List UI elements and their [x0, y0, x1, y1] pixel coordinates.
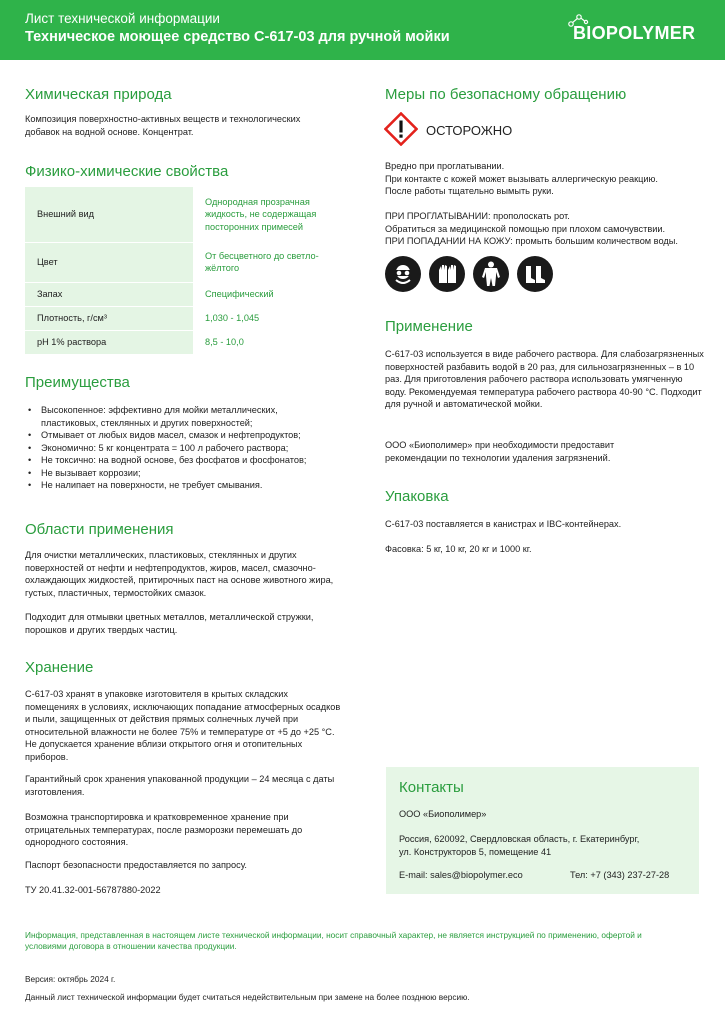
- properties-table: [25, 187, 335, 355]
- storage-text-2: Гарантийный срок хранения упакованной продукции – 24 месяца с даты изготовления.: [25, 774, 335, 797]
- precaution-statements: [385, 210, 710, 248]
- email-link[interactable]: E-mail: sales@biopolymer.eco: [399, 870, 523, 880]
- chemical-nature-text: Композиция поверхностно-активных веществ и технологических добавок на водной основе. Концентрат.: [25, 114, 301, 137]
- gloves-icon: [429, 256, 465, 292]
- logo-text: BIOPOLYMER: [573, 23, 696, 43]
- property-name: Цвет: [25, 242, 193, 282]
- validity-note: Данный лист технической информации будет считаться недействительным при замене на более позднюю версию.: [25, 992, 470, 1002]
- exclamation-hazard-icon: [384, 112, 418, 146]
- list-item: • Не токсично: на водной основе, без фосфатов и фосфонатов;: [25, 454, 335, 467]
- advantages-list: [25, 404, 335, 492]
- application-text-2: ООО «Биополимер» при необходимости предоставит рекомендации по технологии удаления загрязнений.: [385, 440, 615, 463]
- hazard-line: При контакте с кожей может вызывать аллергическую реакцию.: [385, 173, 658, 184]
- disclaimer-note: Информация, представленная в настоящем листе технической информации, носит справочный характер, не является инструкцией по применению, офертой и условиями договора в отношении качества продукции.: [25, 930, 642, 951]
- phone-number[interactable]: Тел: +7 (343) 237-27-28: [570, 870, 670, 880]
- property-value: Однородная прозрачная жидкость, не содержащая посторонних примесей: [193, 187, 335, 242]
- packaging-text-1: С-617-03 поставляется в канистрах и IBC-контейнерах.: [385, 519, 622, 529]
- contacts-heading: Контакты: [399, 779, 464, 796]
- property-value: 8,5 - 10,0: [193, 330, 335, 354]
- technical-spec-number: ТУ 20.41.32-001-56787880-2022: [25, 885, 161, 895]
- safety-heading: Меры по безопасному обращению: [385, 86, 627, 103]
- ppe-icons: [385, 256, 553, 292]
- packaging-text-2: Фасовка: 5 кг, 10 кг, 20 кг и 1000 кг.: [385, 544, 532, 554]
- hazard-line: Вредно при проглатывании.: [385, 161, 505, 171]
- product-title: Техническое моющее средство С-617-03 для ручной мойки: [25, 29, 450, 45]
- precaution-line: ПРИ ПОПАДАНИИ НА КОЖУ: промыть большим количеством воды.: [385, 236, 678, 246]
- address-line-1: Россия, 620092, Свердловская область, г. Екатеринбург,: [399, 834, 640, 844]
- storage-text-3: Возможна транспортировка и кратковременное хранение при отрицательных температурах, после разморозки перемешать до однородного состояния.: [25, 812, 303, 847]
- application-text-1: С-617-03 используется в виде рабочего раствора. Для слабозагрязненных поверхностей разбавить водой в 20 раз, для сильнозагрязненных – в 10 раз. Для приготовления рабочего раствора использовать умягченную воду. Рекомендуемая температура рабочего раствора 40-90 °С. Подходит для ручной и автоматической мойки.: [385, 349, 704, 409]
- storage-heading: Хранение: [25, 659, 94, 676]
- property-name: Запах: [25, 282, 193, 306]
- table-row: [25, 282, 335, 306]
- table-row: [25, 330, 335, 354]
- company-name: ООО «Биополимер»: [399, 809, 487, 819]
- property-name: Внешний вид: [25, 187, 193, 242]
- biopolymer-logo: [561, 16, 701, 44]
- list-item: • Высокопенное: эффективно для мойки металлических, пластиковых, стеклянных и других поверхностей;: [25, 404, 335, 429]
- list-item: • Не вызывает коррозии;: [25, 467, 335, 480]
- list-item: • Отмывает от любых видов масел, смазок и нефтепродуктов;: [25, 429, 335, 442]
- precaution-line: Обратиться за медицинской помощью при плохом самочувствии.: [385, 223, 666, 234]
- chemical-nature-heading: Химическая природа: [25, 86, 172, 103]
- storage-text-4: Паспорт безопасности предоставляется по запросу.: [25, 860, 247, 870]
- goggles-icon: [385, 256, 421, 292]
- boots-icon: [517, 256, 553, 292]
- property-value: От бесцветного до светло-жёлтого: [193, 242, 335, 282]
- property-value: 1,030 - 1,045: [193, 306, 335, 330]
- address-line-2: ул. Конструкторов 5, помещение 41: [399, 847, 552, 857]
- table-row: [25, 306, 335, 330]
- property-value: Специфический: [193, 282, 335, 306]
- signal-word: ОСТОРОЖНО: [426, 123, 513, 138]
- table-row: [25, 242, 335, 282]
- properties-heading: Физико-химические свойства: [25, 163, 229, 180]
- application-heading: Применение: [385, 318, 473, 335]
- packaging-heading: Упаковка: [385, 488, 449, 505]
- list-item: • Экономично: 5 кг концентрата = 100 л рабочего раствора;: [25, 442, 335, 455]
- header-bar: [0, 0, 725, 60]
- application-areas-text-2: Подходит для отмывки цветных металлов, металлической стружки, порошков и других твердых частиц.: [25, 612, 314, 635]
- protective-suit-icon: [473, 256, 509, 292]
- property-name: pH 1% раствора: [25, 330, 193, 354]
- hazard-statements: [385, 160, 710, 198]
- version-date: Версия: октябрь 2024 г.: [25, 974, 116, 984]
- hazard-line: После работы тщательно вымыть руки.: [385, 186, 554, 196]
- list-item: • Не налипает на поверхности, не требует смывания.: [25, 479, 335, 492]
- storage-text-1: С-617-03 хранят в упаковке изготовителя в крытых складских помещениях в условиях, исключающих попадание атмосферных осадков и пыли, защищенных от действия прямых солнечных лучей при относительной влажности не более 75% и температуре от +5 до +25 °С. Не допускается хранение вблизи открытого огня и отопительных приборов.: [25, 689, 341, 762]
- precaution-line: ПРИ ПРОГЛАТЫВАНИИ: прополоскать рот.: [385, 211, 570, 221]
- document-type: Лист технической информации: [25, 11, 220, 26]
- application-areas-text-1: Для очистки металлических, пластиковых, стеклянных и других поверхностей от нефти и нефтепродуктов, жиров, масел, смазочно-охлаждающих жидкостей, притирочных паст на основе животного жира, густых, пластичных, термостойких смазок.: [25, 550, 334, 598]
- advantages-heading: Преимущества: [25, 374, 130, 391]
- property-name: Плотность, г/см³: [25, 306, 193, 330]
- table-row: [25, 187, 335, 242]
- contacts-box: [386, 767, 699, 894]
- application-areas-heading: Области применения: [25, 521, 174, 538]
